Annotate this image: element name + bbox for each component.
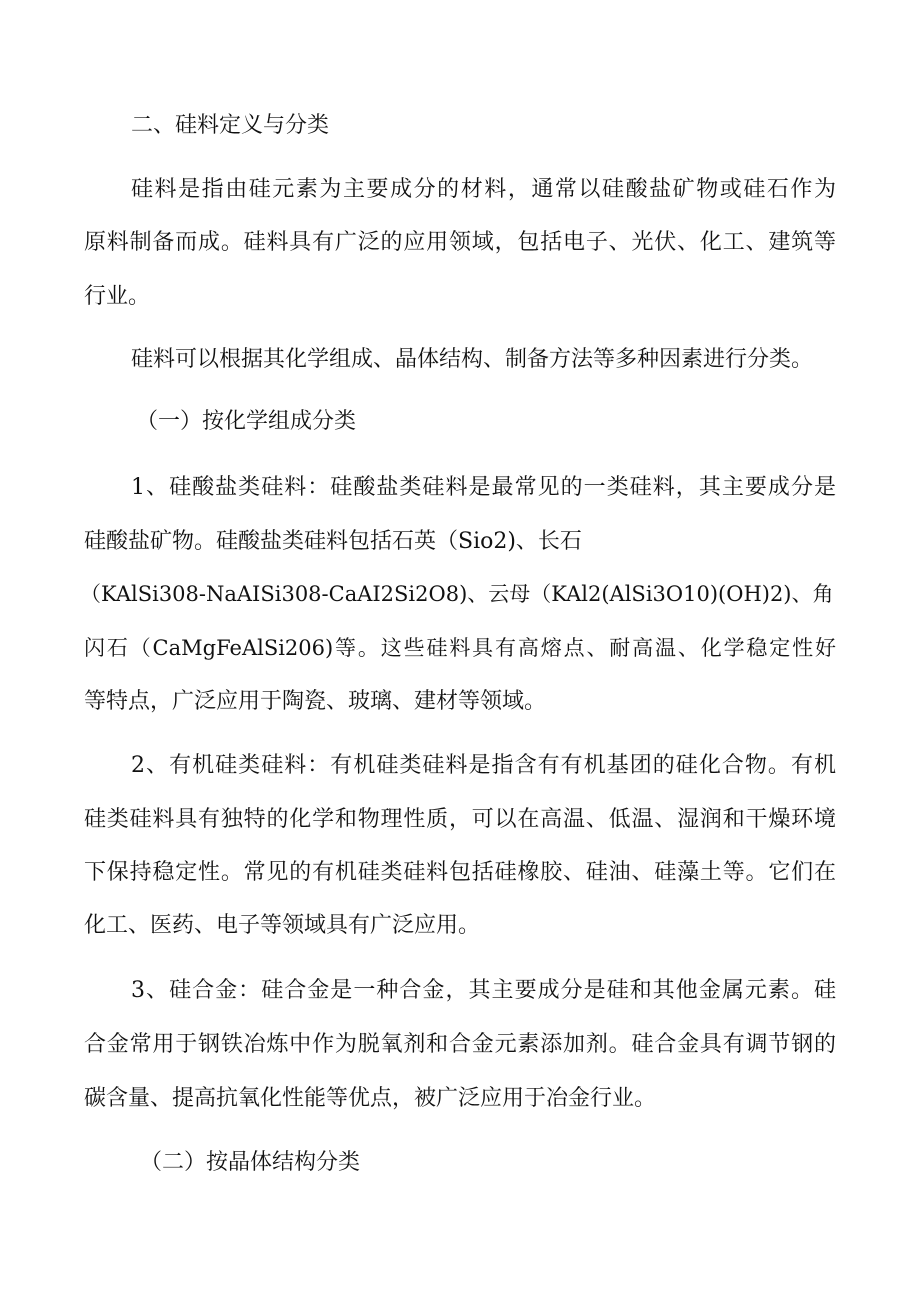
intro-line-3: 行业。 xyxy=(84,284,151,309)
item1-line-5: 等特点，广泛应用于陶瓷、玻璃、建材等领域。 xyxy=(84,689,547,714)
item3-line-2: 合金常用于钢铁冶炼中作为脱氧剂和合金元素添加剂。硅合金具有调节钢的 xyxy=(84,1032,836,1057)
item3-line-1: 3、硅合金：硅合金是一种合金，其主要成分是硅和其他金属元素。硅 xyxy=(131,978,836,1003)
section-heading: 二、硅料定义与分类 xyxy=(131,113,330,138)
subheading-crystal-structure: （二）按晶体结构分类 xyxy=(140,1150,361,1175)
item1-line-1: 1、硅酸盐类硅料：硅酸盐类硅料是最常见的一类硅料，其主要成分是 xyxy=(131,475,836,500)
item2-line-1: 2、有机硅类硅料：有机硅类硅料是指含有有机基团的硅化合物。有机 xyxy=(131,753,836,778)
item1-line-3: （KAlSi308-NaAISi308-CaAI2Si2O8)、云母（KAl2(AlSi3O10)(OH)2)、角 xyxy=(80,582,834,606)
item3-line-3: 碳含量、提高抗氧化性能等优点，被广泛应用于冶金行业。 xyxy=(84,1086,657,1111)
item1-line-2: 硅酸盐矿物。硅酸盐类硅料包括石英（Sio2)、长石 xyxy=(84,529,582,554)
intro-line-2: 原料制备而成。硅料具有广泛的应用领域，包括电子、光伏、化工、建筑等 xyxy=(84,230,836,255)
item2-line-2: 硅类硅料具有独特的化学和物理性质，可以在高温、低温、湿润和干燥环境 xyxy=(84,807,836,832)
intro-line-1: 硅料是指由硅元素为主要成分的材料，通常以硅酸盐矿物或硅石作为 xyxy=(131,177,836,202)
item2-line-4: 化工、医药、电子等领域具有广泛应用。 xyxy=(84,913,481,938)
item1-line-4: 闪石（CaMgFeAlSi206)等。这些硅料具有高熔点、耐高温、化学稳定性好 xyxy=(84,636,836,660)
classification-intro: 硅料可以根据其化学组成、晶体结构、制备方法等多种因素进行分类。 xyxy=(131,347,814,372)
subheading-chemical-composition: （一）按化学组成分类 xyxy=(136,409,357,434)
item2-line-3: 下保持稳定性。常见的有机硅类硅料包括硅橡胶、硅油、硅藻土等。它们在 xyxy=(84,860,836,885)
